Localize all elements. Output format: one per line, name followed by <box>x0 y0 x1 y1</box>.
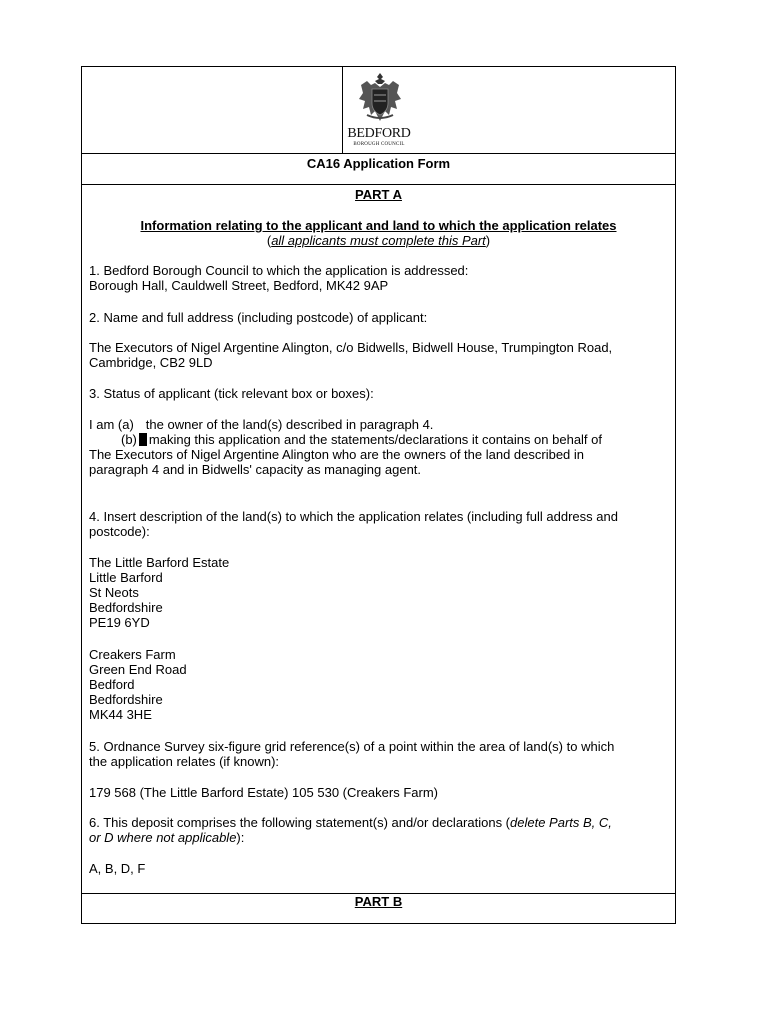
address-2-line: MK44 3HE <box>89 707 152 722</box>
address-1-line: Bedfordshire <box>89 600 163 615</box>
q6-label-cont: or D where not applicable): <box>89 830 245 845</box>
q2-answer-line: The Executors of Nigel Argentine Alington, c/o Bidwells, Bidwell House, Trumpington Road, <box>89 340 613 355</box>
part-a-subheading: Information relating to the applicant and land to which the application relates <box>140 218 617 233</box>
q1-label: 1. Bedford Borough Council to which the application is addressed: <box>89 263 469 278</box>
address-2-line: Bedford <box>89 677 135 692</box>
q3-label: 3. Status of applicant (tick relevant box or boxes): <box>89 386 374 401</box>
part-b-heading: PART B <box>354 894 403 909</box>
part-a-note: (all applicants must complete this Part) <box>266 233 491 248</box>
option-b-checkbox[interactable] <box>139 433 147 446</box>
option-a-checkbox[interactable] <box>136 418 144 431</box>
q3-option-a: I am (a) the owner of the land(s) described in paragraph 4. <box>89 417 434 432</box>
logo-subtitle: BOROUGH COUNCIL <box>353 142 405 147</box>
form-header <box>82 67 675 154</box>
form-title: CA16 Application Form <box>82 153 675 185</box>
q5-label: 5. Ordnance Survey six-figure grid reference(s) of a point within the area of land(s) to which <box>89 739 615 754</box>
address-1-line: The Little Barford Estate <box>89 555 230 570</box>
q5-answer: 179 568 (The Little Barford Estate) 105 530 (Creakers Farm) <box>89 785 438 800</box>
q2-label: 2. Name and full address (including postcode) of applicant: <box>89 310 428 325</box>
address-2-line: Green End Road <box>89 662 187 677</box>
q2-answer-line: Cambridge, CB2 9LD <box>89 355 213 370</box>
q3-option-b-cont: The Executors of Nigel Argentine Alington who are the owners of the land described in <box>89 447 585 462</box>
header-divider <box>342 67 343 153</box>
q4-label: postcode): <box>89 524 150 539</box>
bedford-borough-council-logo <box>347 71 411 151</box>
part-b-section <box>82 893 675 923</box>
address-1-line: Little Barford <box>89 570 163 585</box>
q3-option-b: (b) making this application and the statements/declarations it contains on behalf of <box>121 432 602 447</box>
coat-of-arms-icon <box>355 71 405 125</box>
q3-option-b-cont: paragraph 4 and in Bidwells' capacity as managing agent. <box>89 462 422 477</box>
q6-answer: A, B, D, F <box>89 861 146 876</box>
q6-label: 6. This deposit comprises the following statement(s) and/or declarations (delete Parts B, C, <box>89 815 612 830</box>
logo-wordmark: BEDFORD <box>347 126 411 141</box>
q4-label: 4. Insert description of the land(s) to which the application relates (including full address and <box>89 509 618 524</box>
address-1-line: St Neots <box>89 585 139 600</box>
q1-answer: Borough Hall, Cauldwell Street, Bedford, MK42 9AP <box>89 278 389 293</box>
part-a-section <box>82 185 675 894</box>
q5-label: the application relates (if known): <box>89 754 280 769</box>
application-form <box>81 66 676 924</box>
address-2-line: Creakers Farm <box>89 647 176 662</box>
address-2-line: Bedfordshire <box>89 692 163 707</box>
address-1-line: PE19 6YD <box>89 615 150 630</box>
part-a-heading: PART A <box>355 187 402 202</box>
